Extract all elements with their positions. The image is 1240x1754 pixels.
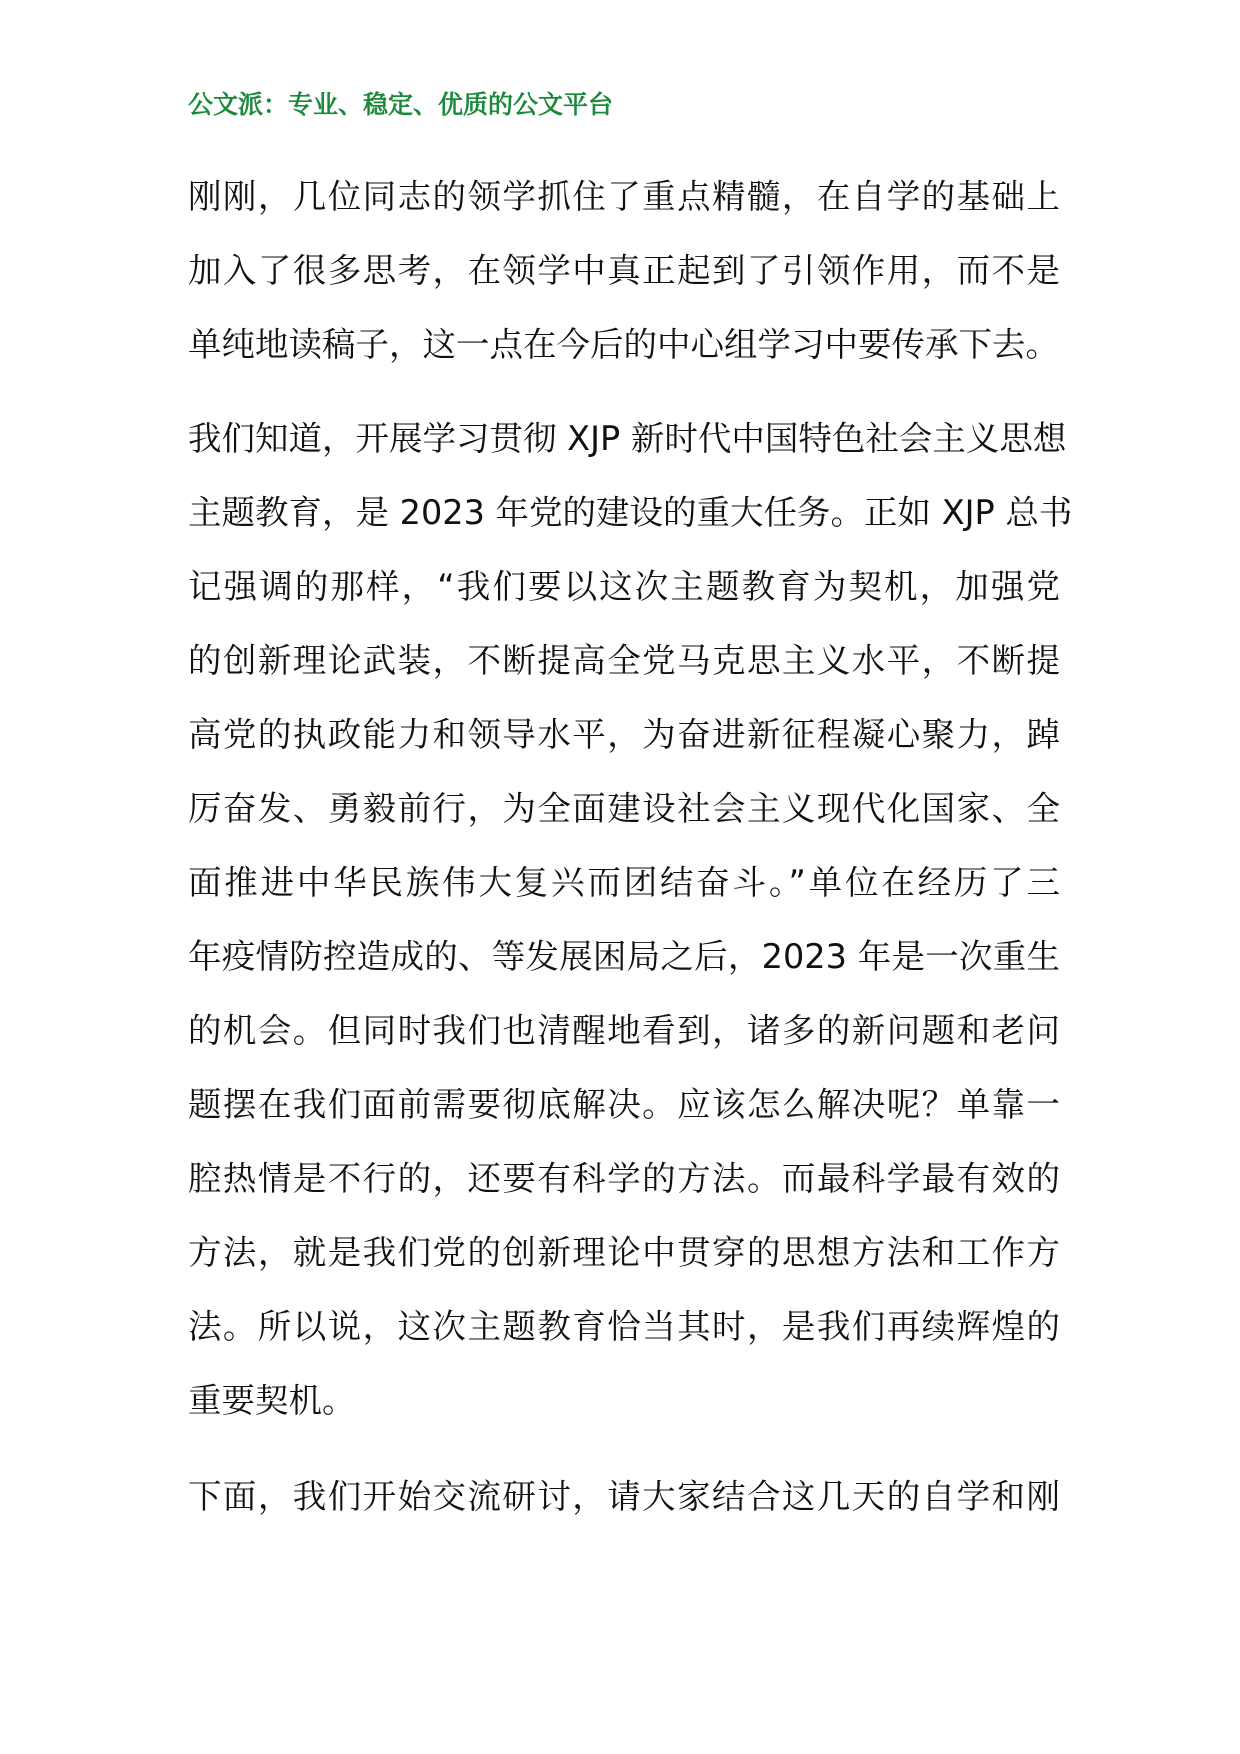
paragraph-3 <box>188 1460 1060 1534</box>
text-line: 我们知道，开展学习贯彻 XJP 新时代中国特色社会主义思想 <box>188 419 1067 458</box>
text-line: 加入了很多思考，在领学中真正起到了引领作用，而不是 <box>188 251 1060 290</box>
text-line: 高党的执政能力和领导水平，为奋进新征程凝心聚力，踔 <box>188 715 1060 754</box>
text-line: 面推进中华民族伟大复兴而团结奋斗。”单位在经历了三 <box>188 863 1060 902</box>
text-line: 厉奋发、勇毅前行，为全面建设社会主义现代化国家、全 <box>188 789 1060 828</box>
text-line: 记强调的那样，“我们要以这次主题教育为契机，加强党 <box>188 567 1060 606</box>
text-line: 主题教育，是 2023 年党的建设的重大任务。正如 XJP 总书 <box>188 493 1073 532</box>
text-line: 腔热情是不行的，还要有科学的方法。而最科学最有效的 <box>188 1159 1060 1198</box>
text-line: 单纯地读稿子，这一点在今后的中心组学习中要传承下去。 <box>188 325 1059 364</box>
paragraph-1 <box>188 160 1060 382</box>
text-line: 的创新理论武装，不断提高全党马克思主义水平，不断提 <box>188 641 1060 680</box>
text-line: 题摆在我们面前需要彻底解决。应该怎么解决呢？单靠一 <box>188 1085 1060 1124</box>
text-line: 法。所以说，这次主题教育恰当其时，是我们再续辉煌的 <box>188 1307 1060 1346</box>
site-tagline: 公文派：专业、稳定、优质的公文平台 <box>188 90 614 119</box>
text-line: 方法，就是我们党的创新理论中贯穿的思想方法和工作方 <box>188 1233 1060 1272</box>
text-line: 重要契机。 <box>188 1381 356 1420</box>
text-line: 下面，我们开始交流研讨，请大家结合这几天的自学和刚 <box>188 1477 1060 1516</box>
text-line: 年疫情防控造成的、等发展困局之后，2023 年是一次重生 <box>188 937 1060 976</box>
paragraph-2 <box>188 402 1073 1438</box>
text-line: 的机会。但同时我们也清醒地看到，诸多的新问题和老问 <box>188 1011 1060 1050</box>
text-line: 刚刚，几位同志的领学抓住了重点精髓，在自学的基础上 <box>188 177 1060 216</box>
